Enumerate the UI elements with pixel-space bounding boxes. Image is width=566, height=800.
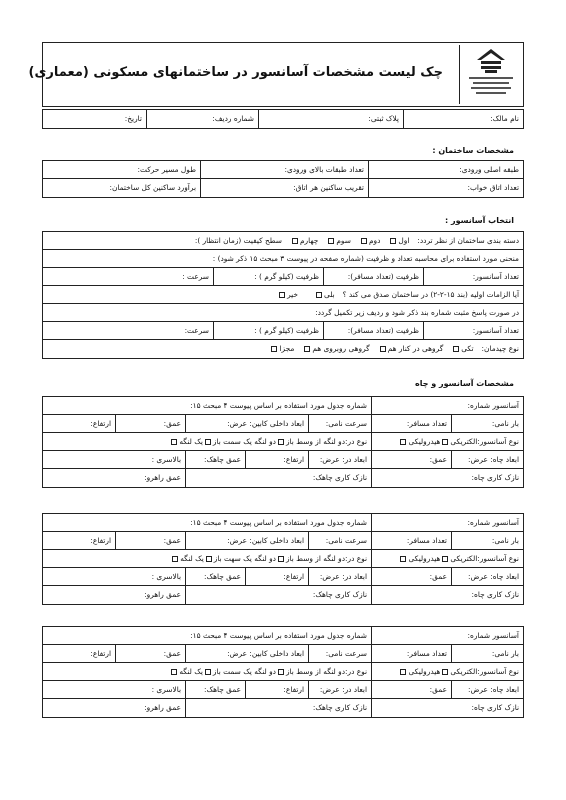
type-option-hydraulic: هیدرولیکی	[408, 553, 441, 563]
shaft-width-field[interactable]: ابعاد چاه: عرض:	[451, 681, 523, 698]
door-option-1: دو لنگه از وسط باز	[285, 436, 346, 446]
grade-option-2: دوم	[368, 235, 381, 245]
arrangement-option-2: گروهی در کنار هم	[387, 344, 444, 354]
elevator-number-field[interactable]: آسانسور شماره:	[371, 514, 523, 531]
checkbox[interactable]	[304, 346, 310, 352]
no-option: خیر	[287, 289, 298, 299]
checkbox[interactable]	[278, 439, 284, 445]
table-reference-field[interactable]: شماره جدول مورد استفاده بر اساس پیوست ۴ مبحث ۱۵:	[190, 400, 367, 410]
door-label: نوع در:	[345, 666, 367, 676]
overhead-field[interactable]: بالاسری :	[151, 571, 181, 581]
rated-speed-field[interactable]: سرعت نامی:	[308, 532, 371, 549]
curve-text[interactable]: منحنی مورد استفاده برای محاسبه تعداد و ظرفیت (شماره صفحه در پیوست ۳ مبحث ۱۵ ذکر شود) :	[212, 253, 519, 263]
organization-logo	[459, 45, 521, 104]
door-option-2: دو لنگه یک سهت باز	[213, 553, 276, 563]
type-label: نوع آسانسور:	[477, 553, 519, 563]
occupants-per-room-field[interactable]: تقریب ساکنین هر اتاق:	[200, 179, 368, 197]
corridor-depth-field[interactable]: عمق راهرو:	[144, 473, 181, 483]
pit-finish-field[interactable]: نازک کاری چاهک:	[185, 586, 371, 604]
capacity-persons-field[interactable]: ظرفیت (تعداد مسافر):	[323, 268, 423, 285]
traffic-grade-row	[43, 232, 523, 249]
corridor-depth-field[interactable]: عمق راهرو:	[144, 703, 181, 713]
checkbox[interactable]	[279, 292, 285, 298]
door-height-field[interactable]: ارتفاع:	[245, 568, 308, 585]
grade-option-4: چهارم	[299, 235, 319, 245]
checkbox[interactable]	[400, 556, 406, 562]
capacity-persons-field-2[interactable]: ظرفیت (تعداد مسافر):	[323, 322, 423, 339]
checkbox[interactable]	[442, 556, 448, 562]
selection-table	[42, 231, 524, 359]
shaft-depth-field[interactable]: عمق:	[371, 451, 451, 468]
row-number-field[interactable]: شماره ردیف:	[146, 110, 258, 128]
checkbox[interactable]	[453, 346, 459, 352]
speed-field-2[interactable]: سرعت:	[184, 325, 209, 335]
checkbox[interactable]	[442, 669, 448, 675]
arrangement-row	[43, 340, 523, 358]
door-type-row	[43, 433, 371, 450]
elevator-block-1	[42, 396, 524, 488]
corridor-depth-field[interactable]: عمق راهرو:	[144, 590, 181, 600]
checkbox[interactable]	[400, 439, 406, 445]
elevator-block-3	[42, 626, 524, 718]
checkbox[interactable]	[278, 556, 284, 562]
cabin-height-field[interactable]: ارتفاع:	[90, 648, 111, 658]
shaft-depth-field[interactable]: عمق:	[371, 681, 451, 698]
table-reference-field[interactable]: شماره جدول مورد استفاده بر اساس پیوست ۴ مبحث ۱۵:	[190, 517, 367, 527]
door-type-row	[43, 550, 371, 567]
elevator-number-field[interactable]: آسانسور شماره:	[371, 397, 523, 414]
checkbox[interactable]	[316, 292, 322, 298]
cabin-height-field[interactable]: ارتفاع:	[90, 535, 111, 545]
type-option-electric: الکتریکی	[450, 436, 478, 446]
checkbox[interactable]	[400, 669, 406, 675]
building-table	[42, 160, 524, 198]
logo-caption	[469, 77, 513, 94]
capacity-kg-field[interactable]: ظرفیت (کیلو گرم ) :	[213, 268, 323, 285]
rated-load-field[interactable]: بار نامی:	[451, 645, 523, 662]
cabin-depth-field[interactable]: عمق:	[115, 532, 185, 549]
pit-finish-field[interactable]: نازک کاری چاهک:	[185, 699, 371, 717]
door-option-2: دو لنگه یک سمت باز	[212, 436, 276, 446]
checkbox[interactable]	[172, 556, 178, 562]
door-width-field[interactable]: ابعاد در: عرض:	[308, 568, 371, 585]
checkbox[interactable]	[206, 556, 212, 562]
checkbox[interactable]	[292, 238, 298, 244]
shaft-depth-field[interactable]: عمق:	[371, 568, 451, 585]
checkbox[interactable]	[361, 238, 367, 244]
rule-question: آیا الزامات اولیه (بند ۱۵-۲-۲) در ساختمان صدق می کند ؟	[342, 289, 519, 299]
type-option-electric: الکتریکی	[450, 666, 478, 676]
pit-finish-field[interactable]: نازک کاری چاهک:	[185, 469, 371, 487]
document-header	[28, 42, 524, 107]
type-label: نوع آسانسور:	[477, 436, 519, 446]
grade-option-3: سوم	[336, 235, 351, 245]
cabin-height-field[interactable]: ارتفاع:	[90, 418, 111, 428]
overhead-field[interactable]: بالاسری :	[151, 684, 181, 694]
checkbox[interactable]	[278, 669, 284, 675]
rated-speed-field[interactable]: سرعت نامی:	[308, 645, 371, 662]
door-width-field[interactable]: ابعاد در: عرض:	[308, 681, 371, 698]
door-option-3: یک لنگه	[179, 436, 203, 446]
bedrooms-field[interactable]: تعداد اتاق خواب:	[368, 179, 523, 197]
arrangement-option-4: مجزا	[279, 344, 295, 354]
door-width-field[interactable]: ابعاد در: عرض:	[308, 451, 371, 468]
floors-above-field[interactable]: تعداد طبقات بالای ورودی:	[200, 161, 368, 178]
checkbox[interactable]	[442, 439, 448, 445]
door-height-field[interactable]: ارتفاع:	[245, 681, 308, 698]
checkbox[interactable]	[171, 439, 177, 445]
checkbox[interactable]	[328, 238, 334, 244]
cabin-width-field[interactable]: ابعاد داخلی کابین: عرض:	[185, 532, 308, 549]
shaft-width-field[interactable]: ابعاد چاه: عرض:	[451, 568, 523, 585]
arrangement-label: نوع چیدمان:	[481, 344, 519, 354]
door-label: نوع در:	[345, 553, 367, 563]
building-logo-icon	[476, 48, 506, 74]
passengers-field[interactable]: تعداد مسافر:	[371, 532, 451, 549]
yes-option: بلی	[323, 289, 335, 299]
building-section-label: مشخصات ساختمان :	[432, 146, 514, 155]
shaft-finish-field[interactable]: نازک کاری چاه:	[371, 586, 523, 604]
elevator-count-field[interactable]: تعداد آسانسور:	[423, 268, 523, 285]
checkbox[interactable]	[380, 346, 386, 352]
pit-depth-field[interactable]: عمق چاهک:	[185, 451, 245, 468]
checkbox[interactable]	[171, 669, 177, 675]
document-title: چک لیست مشخصات آسانسور در ساختمانهای مسکونی (معماری)	[28, 65, 443, 80]
owner-field[interactable]: نام مالک:	[403, 110, 523, 128]
total-occupants-field[interactable]: برآورد ساکنین کل ساختمان:	[109, 183, 196, 193]
arrangement-option-1: تکی	[461, 344, 474, 354]
checkbox[interactable]	[271, 346, 277, 352]
door-label: نوع در:	[345, 436, 367, 446]
date-field[interactable]: تاریخ:	[124, 114, 142, 124]
passengers-field[interactable]: تعداد مسافر:	[371, 415, 451, 432]
rule-question-row	[43, 286, 523, 303]
door-option-1: دو لنگه از وسط باز	[285, 553, 346, 563]
cabin-depth-field[interactable]: عمق:	[115, 415, 185, 432]
overhead-field[interactable]: بالاسری :	[151, 454, 181, 464]
passengers-field[interactable]: تعداد مسافر:	[371, 645, 451, 662]
table-reference-field[interactable]: شماره جدول مورد استفاده بر اساس پیوست ۴ مبحث ۱۵:	[190, 630, 367, 640]
elevator-count-field-2[interactable]: تعداد آسانسور:	[423, 322, 523, 339]
door-option-2: دو لنگه یک سمت باز	[212, 666, 276, 676]
checkbox[interactable]	[205, 439, 211, 445]
plate-field[interactable]: پلاک ثبتی:	[258, 110, 403, 128]
type-option-hydraulic: هیدرولیکی	[408, 666, 441, 676]
shaft-finish-field[interactable]: نازک کاری چاه:	[371, 469, 523, 487]
door-type-row	[43, 663, 371, 680]
door-height-field[interactable]: ارتفاع:	[245, 451, 308, 468]
quality-label[interactable]: سطح کیفیت (زمان انتظار ):	[194, 235, 282, 245]
cabin-width-field[interactable]: ابعاد داخلی کابین: عرض:	[185, 415, 308, 432]
cabin-width-field[interactable]: ابعاد داخلی کابین: عرض:	[185, 645, 308, 662]
capacity-kg-field-2[interactable]: ظرفیت (کیلو گرم ) :	[213, 322, 323, 339]
shaft-section-label: مشخصات آسانسور و چاه	[415, 379, 514, 388]
arrangement-option-3: گروهی روبروی هم	[312, 344, 370, 354]
elevator-type-row	[371, 433, 523, 450]
main-entrance-floor-field[interactable]: طبقه اصلی ورودی:	[368, 161, 523, 178]
checkbox[interactable]	[205, 669, 211, 675]
door-option-3: یک لنگه	[180, 553, 204, 563]
positive-note: در صورت پاسخ مثبت شماره بند ذکر شود و ردیف زیر تکمیل گردد:	[315, 307, 519, 317]
cabin-depth-field[interactable]: عمق:	[115, 645, 185, 662]
door-option-3: یک لنگه	[179, 666, 203, 676]
grade-label: دسته بندی ساختمان از نظر تردد:	[417, 235, 519, 245]
selection-section-label: انتخاب آسانسور :	[445, 216, 514, 225]
grade-option-1: اول	[398, 235, 410, 245]
elevator-type-row	[371, 663, 523, 680]
pit-depth-field[interactable]: عمق چاهک:	[185, 681, 245, 698]
type-option-hydraulic: هیدرولیکی	[408, 436, 441, 446]
shaft-finish-field[interactable]: نازک کاری چاه:	[371, 699, 523, 717]
elevator-type-row	[371, 550, 523, 567]
door-option-1: دو لنگه از وسط باز	[285, 666, 346, 676]
rated-load-field[interactable]: بار نامی:	[451, 532, 523, 549]
pit-depth-field[interactable]: عمق چاهک:	[185, 568, 245, 585]
rated-load-field[interactable]: بار نامی:	[451, 415, 523, 432]
elevator-number-field[interactable]: آسانسور شماره:	[371, 627, 523, 644]
type-label: نوع آسانسور:	[477, 666, 519, 676]
elevator-block-2	[42, 513, 524, 605]
speed-field[interactable]: سرعت :	[182, 271, 209, 281]
rated-speed-field[interactable]: سرعت نامی:	[308, 415, 371, 432]
travel-length-field[interactable]: طول مسیر حرکت:	[137, 164, 196, 174]
type-option-electric: الکتریکی	[450, 553, 478, 563]
checkbox[interactable]	[390, 238, 396, 244]
owner-row	[42, 109, 524, 129]
shaft-width-field[interactable]: ابعاد چاه: عرض:	[451, 451, 523, 468]
